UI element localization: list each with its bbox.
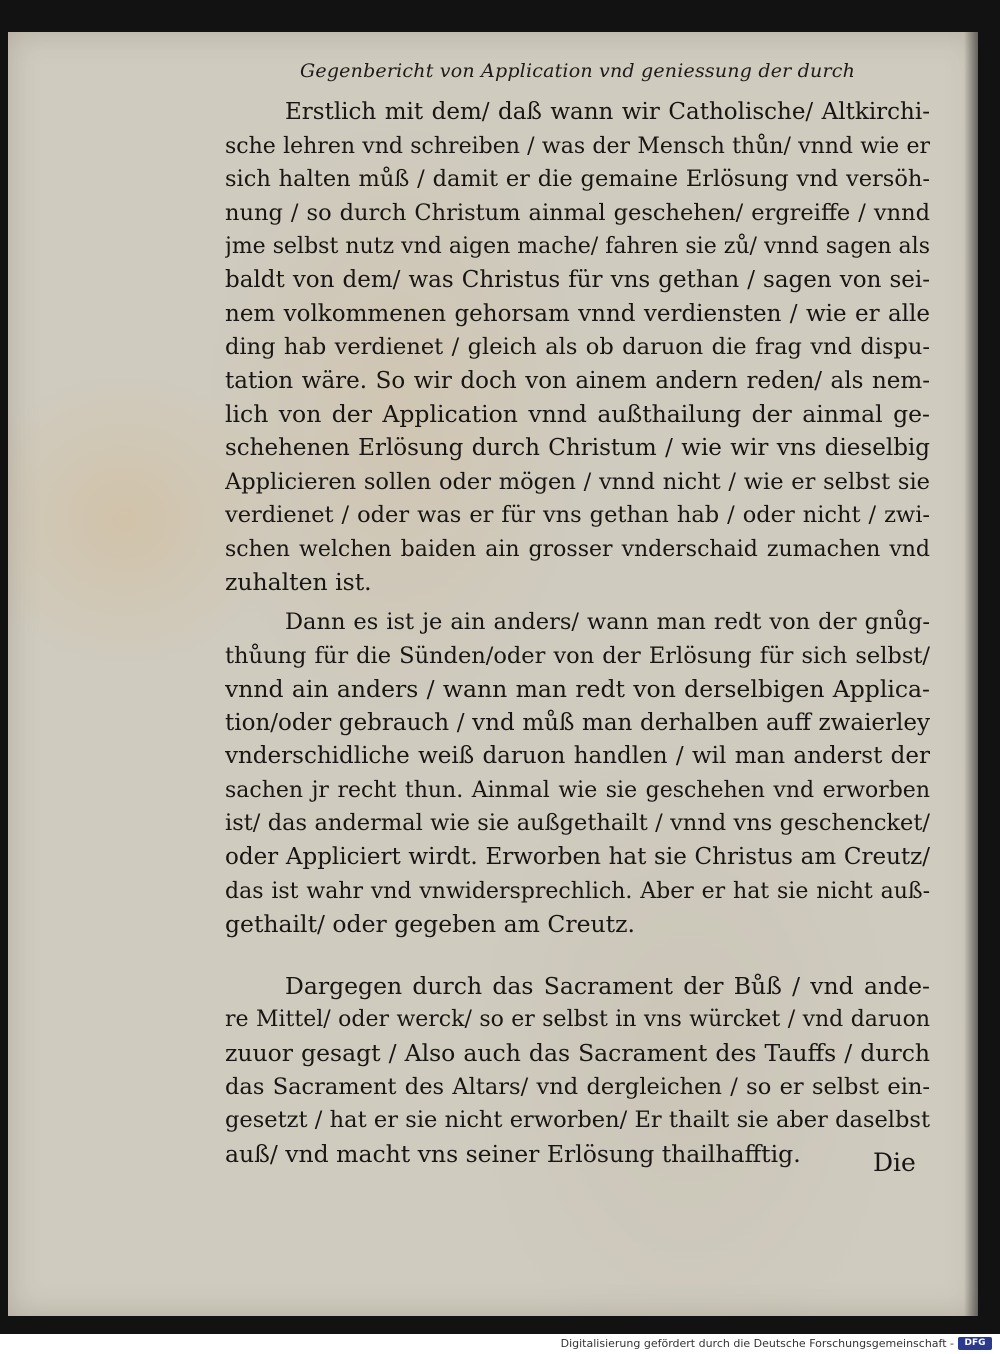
text-line: ding hab verdienet / gleich als ob daruon die frag vnd dispu- <box>225 334 930 361</box>
text-line: auß/ vnd macht vns seiner Erlösung thailhafftig. <box>225 1139 801 1168</box>
text-line: vnderschidliche weiß daruon handlen / wil man anderst der <box>225 743 930 770</box>
text-line: lich von der Application vnnd außthailung der ainmal ge- <box>225 400 930 429</box>
text-line: thůung für die Sünden/oder von der Erlösung für sich selbst/ <box>225 642 930 669</box>
text-line: tion/oder gebrauch / vnd můß man derhalben auff zwaierley <box>225 709 930 736</box>
text-line: das ist wahr vnd vnwidersprechlich. Aber er hat sie nicht auß- <box>225 878 930 904</box>
text-line: sche lehren vnd schreiben / was der Mensch thůn/ vnnd wie er <box>225 133 930 159</box>
text-line: schen welchen baiden ain grosser vnderschaid zumachen vnd <box>225 536 930 562</box>
text-line: schehenen Erlösung durch Christum / wie wir vns dieselbig <box>225 434 930 461</box>
text-line: nung / so durch Christum ainmal geschehen/ ergreiffe / vnnd <box>225 199 930 226</box>
text-line: Erstlich mit dem/ daß wann wir Catholische/ Altkirchi- <box>285 99 930 125</box>
text-line: zuhalten ist. <box>225 568 372 597</box>
text-line: vnnd ain anders / wann man redt von derselbigen Applica- <box>225 675 930 704</box>
dfg-logo-icon: DFG <box>958 1337 992 1350</box>
text-line: sachen jr recht thun. Ainmal wie sie geschehen vnd erworben <box>225 777 930 803</box>
funding-notice: Digitalisierung gefördert durch die Deutsche Forschungsgemeinschaft - <box>560 1337 954 1350</box>
text-line: Dann es ist je ain anders/ wann man redt von der gnůg- <box>285 608 930 635</box>
body-text <box>225 96 930 1171</box>
paragraph-3 <box>225 970 930 1172</box>
text-line: das Sacrament des Altars/ vnd dergleichen / so er selbst ein- <box>225 1073 930 1100</box>
running-header: Gegenbericht von Application vnd geniessung der durch <box>300 60 856 82</box>
text-line: tation wäre. So wir doch von ainem andern reden/ als nem- <box>225 367 930 394</box>
text-line: zuuor gesagt / Also auch das Sacrament des Tauffs / durch <box>225 1039 930 1068</box>
paragraph-gap <box>225 942 930 970</box>
text-line: Dargegen durch das Sacrament der Bůß / vnd ande- <box>285 971 930 1000</box>
text-line: sich halten můß / damit er die gemaine Erlösung vnd versöh- <box>225 166 930 193</box>
text-line: gesetzt / hat er sie nicht erworben/ Er thailt sie aber daselbst <box>225 1107 930 1134</box>
paragraph-2 <box>225 606 930 942</box>
footer-bar <box>0 1334 1000 1354</box>
catchword: Die <box>873 1148 916 1177</box>
text-line: gethailt/ oder gegeben am Creutz. <box>225 910 635 939</box>
paragraph-1 <box>225 96 930 600</box>
text-line: ist/ das andermal wie sie außgethailt / vnnd vns geschencket/ <box>225 810 930 837</box>
text-line: verdienet / oder was er für vns gethan hab / oder nicht / zwi- <box>225 502 930 529</box>
text-line: jme selbst nutz vnd aigen mache/ fahren sie zů/ vnnd sagen als <box>225 234 930 260</box>
text-line: nem volkommenen gehorsam vnnd verdiensten / wie er alle <box>225 300 930 327</box>
text-line: re Mittel/ oder werck/ so er selbst in vns würcket / vnd daruon <box>225 1007 930 1033</box>
text-line: Applicieren sollen oder mögen / vnnd nicht / wie er selbst sie <box>225 468 930 495</box>
page-edge-shadow <box>964 32 978 1316</box>
text-line: baldt von dem/ was Christus für vns gethan / sagen von sei- <box>225 266 930 293</box>
text-line: oder Appliciert wirdt. Erworben hat sie Christus am Creutz/ <box>225 844 930 871</box>
